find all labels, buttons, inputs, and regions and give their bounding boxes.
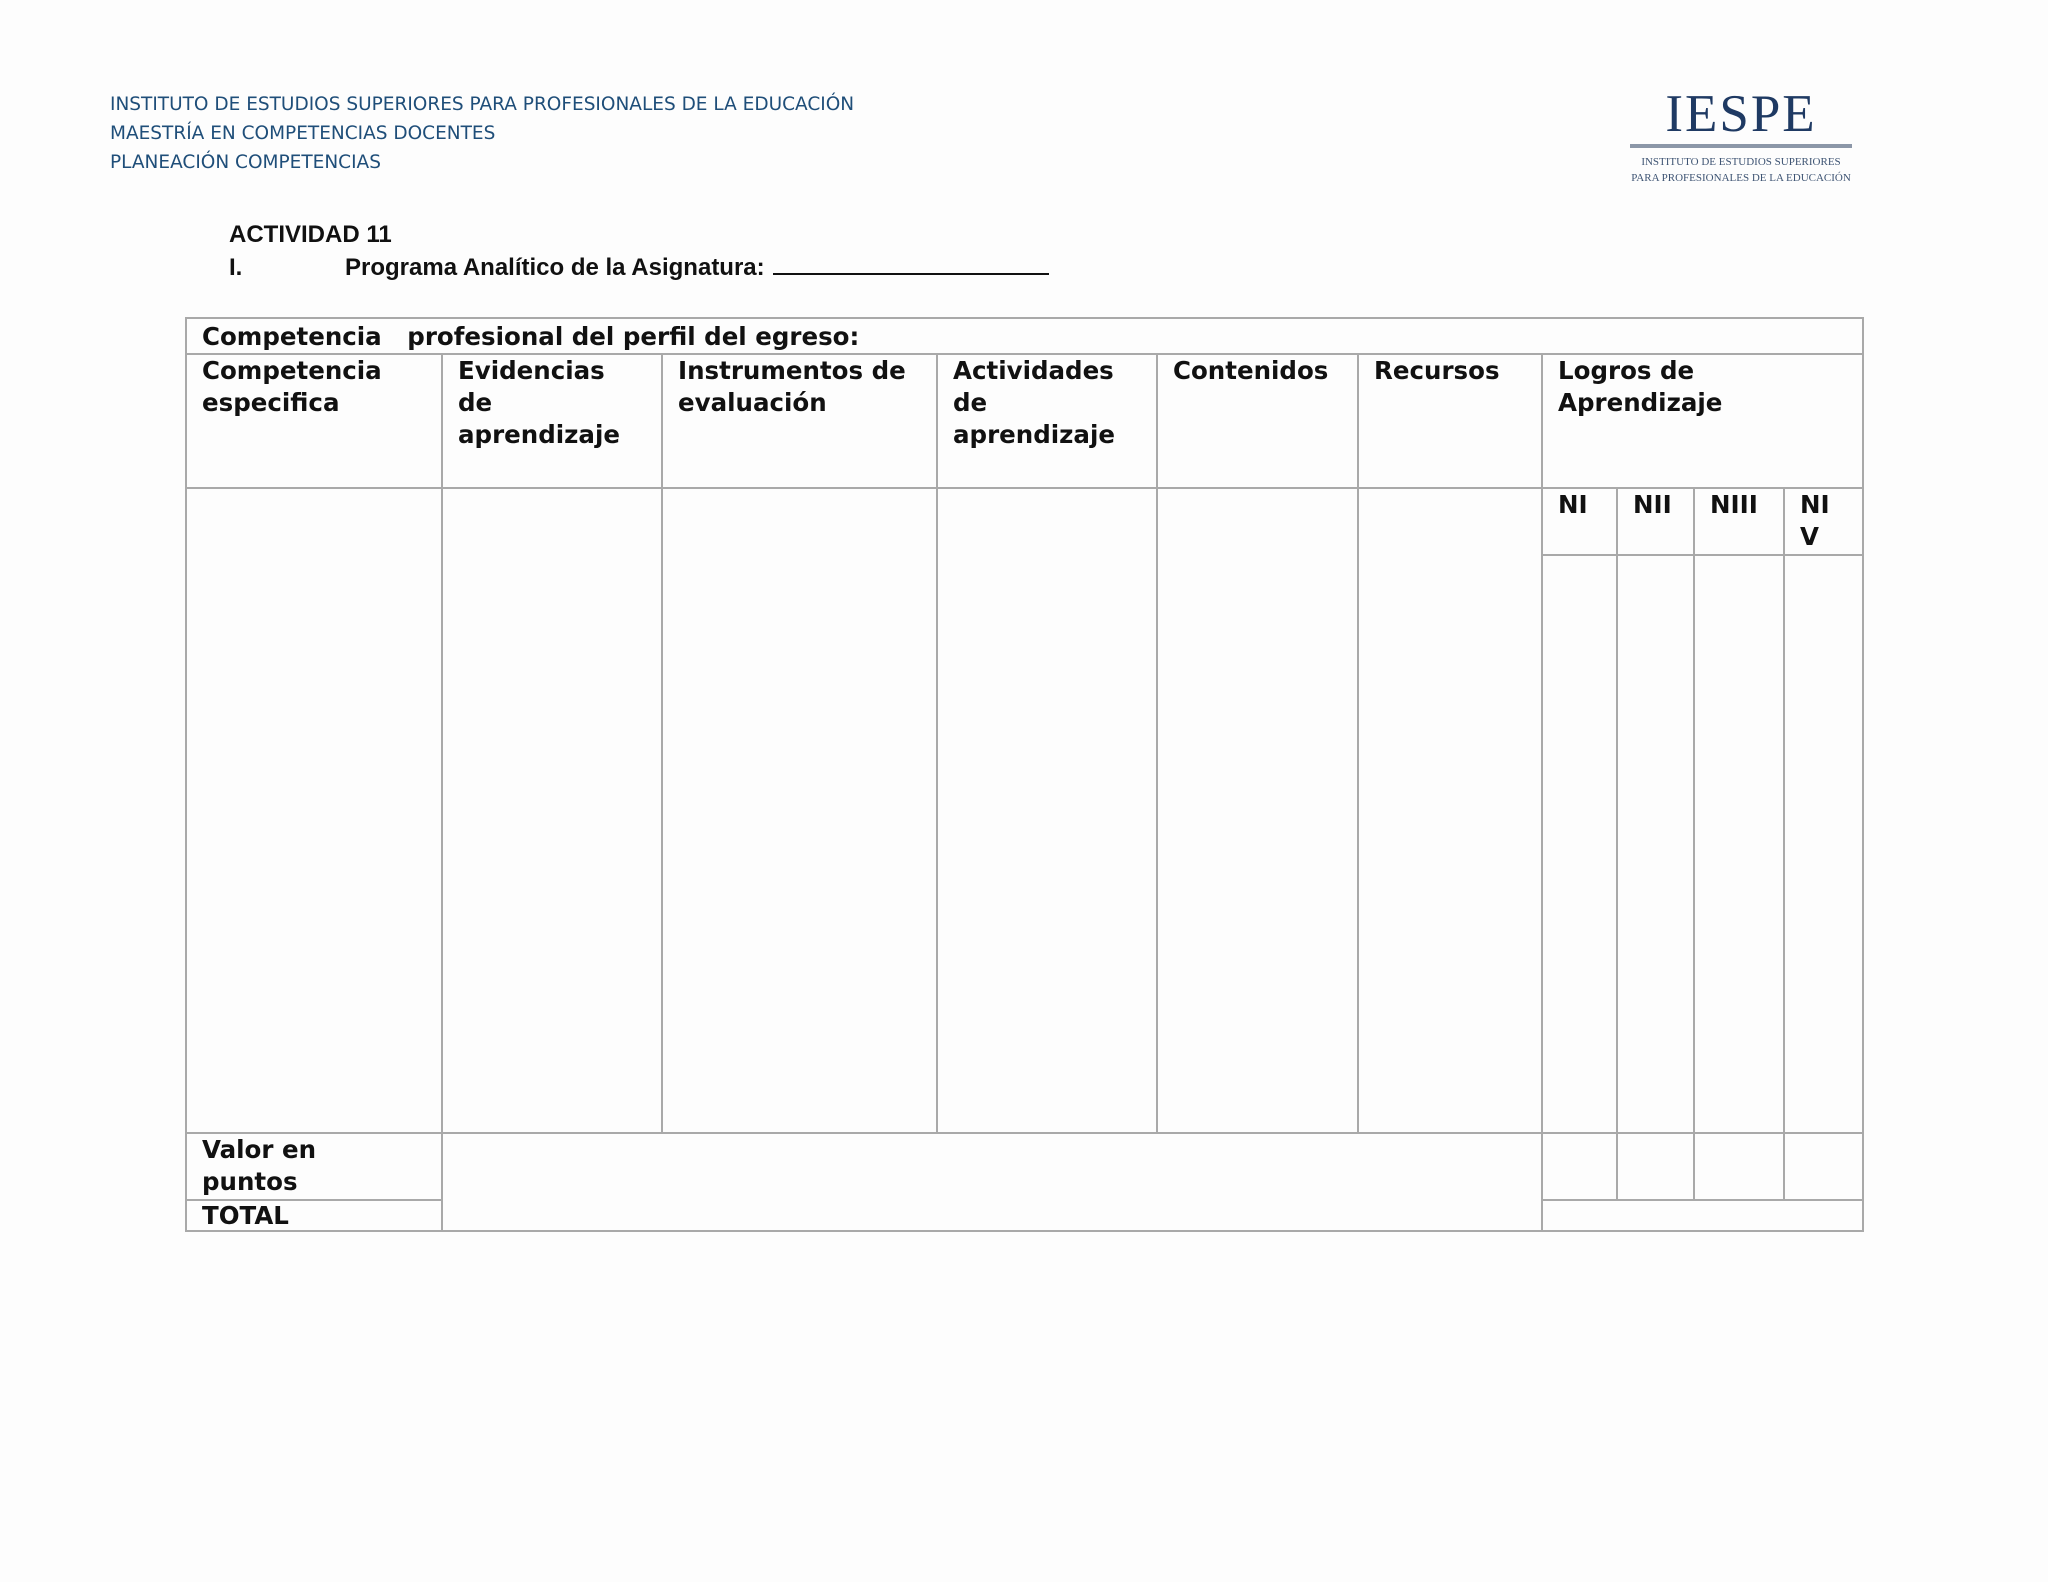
level-2-header: NII: [1633, 490, 1672, 519]
institution-header: [110, 90, 854, 177]
analytic-program-table: [185, 317, 1864, 1232]
item-label: Programa Analítico de la Asignatura:: [345, 254, 765, 281]
activity-title: ACTIVIDAD 11: [229, 221, 392, 248]
logo-divider: [1630, 144, 1852, 148]
row-divider: [1541, 554, 1862, 556]
column-divider: [1541, 353, 1543, 1230]
program-heading: [229, 251, 1049, 282]
profile-competence-label: Competencia profesional del perfil del egreso:: [202, 322, 860, 351]
program-name: MAESTRÍA EN COMPETENCIAS DOCENTES: [110, 123, 496, 144]
logo-subline-2: PARA PROFESIONALES DE LA EDUCACIÓN: [1631, 172, 1851, 184]
column-divider: [1156, 353, 1158, 1134]
column-divider: [1357, 353, 1359, 1134]
total-label: TOTAL: [202, 1201, 289, 1230]
specific-competence-header: Competencia especifica: [202, 356, 382, 417]
contents-header: Contenidos: [1173, 356, 1329, 385]
level-divider: [1693, 487, 1695, 1201]
item-number: I.: [229, 254, 243, 281]
course-name: PLANEACIÓN COMPETENCIAS: [110, 152, 381, 173]
level-3-header: NIII: [1710, 490, 1758, 519]
level-divider: [1616, 487, 1618, 1201]
institution-name: INSTITUTO DE ESTUDIOS SUPERIORES PARA PROFESIONALES DE LA EDUCACIÓN: [110, 94, 855, 115]
column-divider: [661, 353, 663, 1134]
row-divider: [1541, 1199, 1862, 1201]
level-1-header: NI: [1558, 490, 1588, 519]
iespe-logo: [1618, 85, 1864, 186]
achievements-header: Logros de Aprendizaje: [1558, 356, 1723, 417]
logo-wordmark: IESPE: [1665, 85, 1817, 143]
resources-header: Recursos: [1374, 356, 1500, 385]
logo-subline-1: INSTITUTO DE ESTUDIOS SUPERIORES: [1641, 156, 1841, 168]
row-divider: [187, 1132, 1862, 1134]
instruments-header: Instrumentos de evaluación: [678, 356, 906, 417]
level-divider: [1783, 487, 1785, 1201]
evidence-header: Evidencias de aprendizaje: [458, 356, 620, 449]
row-divider: [187, 487, 1862, 489]
activities-header: Actividades de aprendizaje: [953, 356, 1115, 449]
subject-name-blank[interactable]: [773, 251, 1049, 275]
column-divider: [936, 353, 938, 1134]
column-divider: [441, 353, 443, 1230]
level-4-header: NIV: [1800, 490, 1830, 551]
value-in-points-label: Valor en puntos: [202, 1135, 317, 1196]
